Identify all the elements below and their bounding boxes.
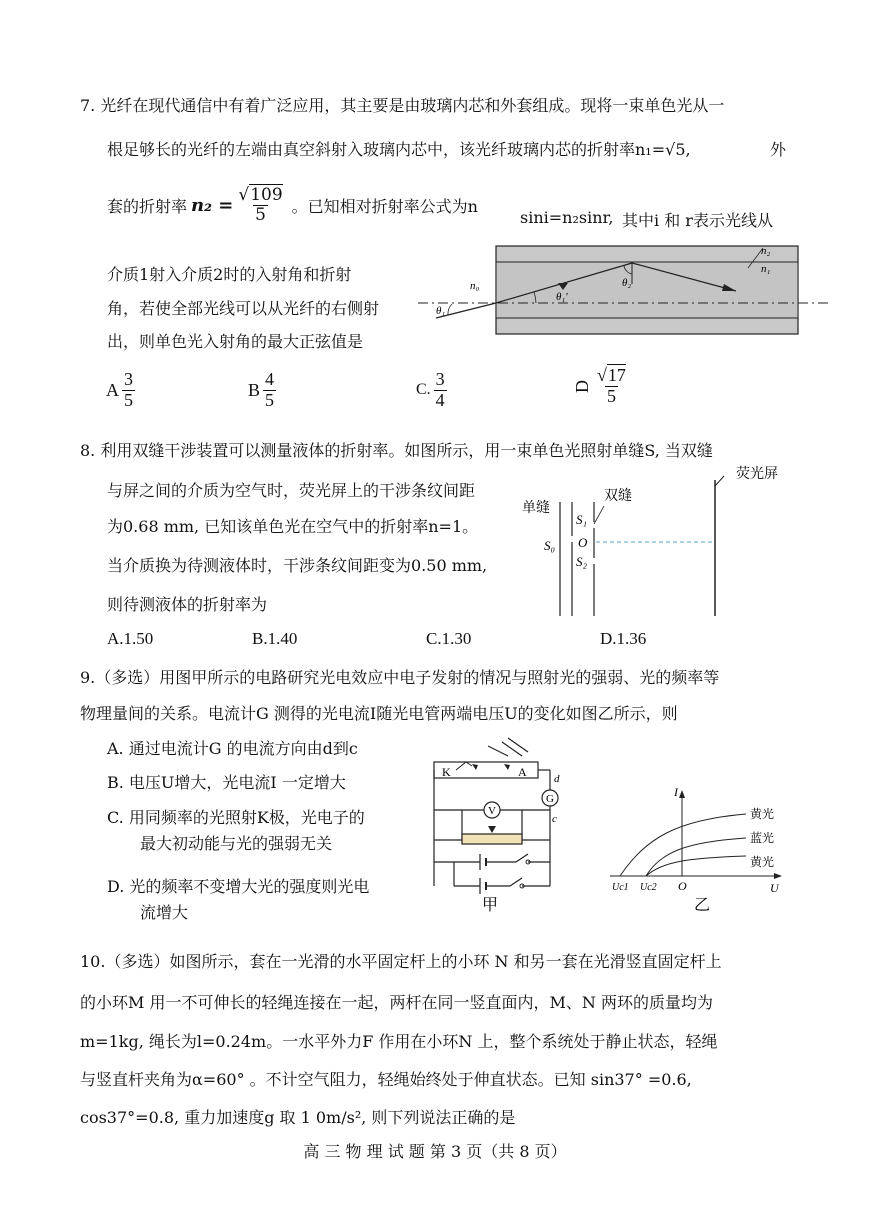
q7-line3-post: 。已知相对折射率公式为n bbox=[291, 196, 478, 216]
fig-n2: n₂ bbox=[761, 245, 771, 257]
fig-o: O bbox=[578, 535, 588, 550]
q10-line1: 10.（多选）如图所示，套在一光滑的水平固定杆上的小环 N 和另一套在光滑竖直固定杆上 bbox=[80, 952, 722, 971]
q10-line4: 与竖直杆夹角为α=60° 。不计空气阻力，轻绳始终处于伸直状态。已知 sin37° =0.6, bbox=[80, 1070, 692, 1089]
fig-n1: n₁ bbox=[761, 263, 771, 275]
q8-option-b[interactable]: B.1.40 bbox=[252, 629, 298, 648]
q10-line3: m=1kg, 绳长为l=0.24m。一水平外力F 作用在小环N 上，整个系统处于静止状态，轻绳 bbox=[80, 1032, 718, 1051]
fig-u: U bbox=[770, 881, 779, 895]
q7-line4: 介质1射入介质2时的入射角和折射 bbox=[107, 265, 352, 284]
q7-line1: 7. 光纤在现代通信中有着广泛应用，其主要是由玻璃内芯和外套组成。现将一束单色光从一 bbox=[80, 96, 725, 115]
q10-line5: cos37°=0.8, 重力加速度g 取 1 0m/s², 则下列说法正确的是 bbox=[80, 1108, 516, 1127]
q7-n2-numerator: 109 bbox=[250, 185, 283, 205]
curve-yellow-strong bbox=[620, 814, 746, 876]
fig-double-slit-label: 双缝 bbox=[604, 489, 632, 504]
q7-n2-symbol: n₂ = bbox=[191, 194, 234, 216]
q7-option-c-den: 4 bbox=[435, 389, 445, 410]
fig-label-yellow2: 黄光 bbox=[750, 855, 775, 869]
q9-option-d-line1[interactable]: D. 光的频率不变增大光的强度则光电 bbox=[107, 877, 370, 896]
q7-line3-formula: sini=n₂sinr, bbox=[520, 208, 614, 227]
q8-double-slit-diagram bbox=[512, 462, 812, 622]
q9-option-c-line1[interactable]: C. 用同频率的光照射K极，光电子的 bbox=[107, 808, 365, 827]
q8-line1: 8. 利用双缝干涉装置可以测量液体的折射率。如图所示，用一束单色光照射单缝S, 当双缝 bbox=[80, 441, 713, 460]
q8-line3: 为0.68 mm, 已知该单色光在空气中的折射率n=1。 bbox=[107, 517, 479, 536]
q7-option-a-num: 3 bbox=[124, 369, 133, 389]
fig-uc2: Uc2 bbox=[640, 882, 657, 893]
q9-option-a[interactable]: A. 通过电流计G 的电流方向由d到c bbox=[107, 739, 358, 758]
fig-s1: S₁ bbox=[576, 512, 588, 527]
q9-iu-graph bbox=[606, 782, 788, 914]
fig-single-slit-label: 单缝 bbox=[522, 501, 550, 516]
q9-option-c-line2: 最大初动能与光的强弱无关 bbox=[140, 834, 333, 853]
q7-option-b-label: B bbox=[248, 379, 261, 400]
q7-n2-fraction: $\frac{√109}{5}$ bbox=[238, 185, 283, 225]
q7-option-b-den: 5 bbox=[265, 389, 275, 410]
q7-option-d-den: 5 bbox=[606, 385, 616, 406]
q7-option-b[interactable] bbox=[248, 370, 279, 411]
q7-option-d-label: D bbox=[572, 379, 592, 393]
q7-line3 bbox=[107, 186, 478, 224]
fig-i: I bbox=[674, 785, 678, 799]
fig-s0: S₀ bbox=[544, 538, 556, 553]
q7-option-c-label: C. bbox=[416, 381, 431, 399]
q7-option-a[interactable] bbox=[106, 370, 138, 411]
q9-option-b[interactable]: B. 电压U增大，光电流I 一定增大 bbox=[107, 773, 346, 792]
q8-line5: 则待测液体的折射率为 bbox=[107, 595, 268, 614]
q9-line1: 9.（多选）用图甲所示的电路研究光电效应中电子发射的情况与照射光的强弱、光的频率等 bbox=[80, 668, 720, 687]
q7-option-c-num: 3 bbox=[435, 369, 445, 389]
q7-line3-tail: 其中i 和 r表示光线从 bbox=[622, 211, 773, 230]
fig-yi-caption: 乙 bbox=[694, 897, 711, 914]
q7-option-a-den: 5 bbox=[124, 389, 133, 410]
fig-c: c bbox=[552, 813, 557, 825]
fig-theta2: θ₂ bbox=[622, 277, 632, 289]
q7-fiber-diagram bbox=[418, 236, 830, 338]
fig-g: G bbox=[546, 793, 554, 805]
q7-line3-pre: 套的折射率 bbox=[107, 196, 188, 216]
q7-line2-tail: 外 bbox=[770, 140, 787, 159]
fig-theta1p: θ₁' bbox=[556, 291, 568, 303]
fig-v: V bbox=[488, 805, 496, 817]
q9-line2: 物理量间的关系。电流计G 测得的光电流I随光电管两端电压U的变化如图乙所示，则 bbox=[80, 704, 678, 723]
q8-option-c[interactable]: C.1.30 bbox=[426, 629, 472, 648]
fig-n0: n₀ bbox=[470, 280, 480, 292]
q7-line5: 角，若使全部光线可以从光纤的右侧射 bbox=[107, 299, 380, 318]
fig-label-blue: 蓝光 bbox=[750, 831, 775, 845]
fig-k: K bbox=[442, 765, 451, 779]
q7-line2: 根足够长的光纤的左端由真空斜射入玻璃内芯中，该光纤玻璃内芯的折射率n₁=√5, bbox=[107, 140, 691, 159]
fig-d: d bbox=[554, 773, 560, 785]
q8-line2: 与屏之间的介质为空气时，荧光屏上的干涉条纹间距 bbox=[107, 481, 476, 500]
fig-jia-caption: 甲 bbox=[482, 897, 499, 914]
q9-option-d-line2: 流增大 bbox=[140, 903, 189, 922]
q10-line2: 的小环M 用一不可伸长的轻绳连接在一起，两杆在同一竖直面内，M、N 两环的质量均为 bbox=[80, 993, 713, 1012]
fig-s2: S₂ bbox=[576, 554, 588, 569]
page-footer: 高 三 物 理 试 题 第 3 页（共 8 页） bbox=[303, 1142, 567, 1161]
q8-line4: 当介质换为待测液体时，干涉条纹间距变为0.50 mm, bbox=[107, 556, 488, 575]
fig-screen-label: 荧光屏 bbox=[736, 467, 778, 482]
q7-n2-denominator: 5 bbox=[255, 204, 266, 225]
q7-option-c[interactable] bbox=[416, 370, 450, 411]
q7-option-d[interactable]: D $\frac{√17}{5}$ bbox=[572, 365, 626, 406]
fig-theta1: θ₁ bbox=[436, 305, 446, 317]
q7-line6: 出，则单色光入射角的最大正弦值是 bbox=[107, 332, 364, 351]
fig-a: A bbox=[518, 765, 527, 779]
fig-o: O bbox=[678, 879, 687, 893]
q7-option-d-num: 17 bbox=[607, 365, 626, 385]
rheostat bbox=[462, 834, 522, 844]
q9-circuit-diagram bbox=[424, 736, 574, 914]
q7-option-a-label: A bbox=[106, 379, 119, 400]
q8-option-d[interactable]: D.1.36 bbox=[600, 629, 647, 648]
fig-uc1: Uc1 bbox=[612, 882, 629, 893]
q8-option-a[interactable]: A.1.50 bbox=[107, 629, 154, 648]
fig-label-yellow1: 黄光 bbox=[750, 807, 775, 821]
q7-option-b-num: 4 bbox=[265, 369, 275, 389]
